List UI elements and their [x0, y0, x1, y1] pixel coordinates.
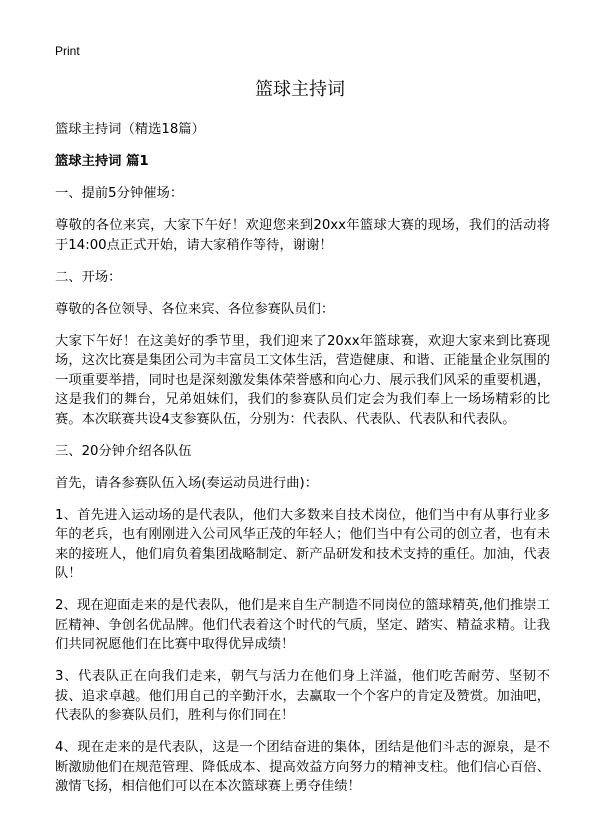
print-link[interactable]: Print: [55, 44, 80, 58]
paragraph-opening-heading: 二、开场：: [55, 269, 122, 285]
paragraph-pre-call: 一、提前5分钟催场：: [55, 186, 184, 201]
paragraph-team-4: 4、现在走来的是代表队，这是一个团结奋进的集体，团结是他们斗志的源泉，是不断激励他们在规范管理、降低成本、提高效益方向努力的精神支柱。他们信心百倍、激情飞扬，相信他们可以在本次篮球赛上勇夺佳绩！: [55, 740, 550, 794]
paragraph-opening-speech: 大家下午好！在这美好的季节里，我们迎来了20xx年篮球赛，欢迎大家来到比赛现场，这次比赛是集团公司为丰富员工文体生活，营造健康、和谐、正能量企业氛围的一项重要举措，同时也是深刻激发集体荣誉感和向心力、展示我们风采的重要机遇，这是我们的舞台，兄弟姐妹们，我们的参赛队员们定会为我们奉上一场场精彩的比赛。本次联赛共设4支参赛队伍，分别为：代表队、代表队、代表队和代表队。: [55, 333, 550, 427]
section-heading: 篮球主持词 篇1: [55, 154, 149, 169]
document-body: [55, 120, 550, 809]
paragraph-teams-entrance: 首先，请各参赛队伍入场(奏运动员进行曲)：: [55, 475, 319, 491]
paragraph-team-1: 1、首先进入运动场的是代表队，他们大多数来自技术岗位，他们当中有从事行业多年的老兵，也有刚刚进入公司风华正茂的年轻人；他们当中有公司的创立者，也有未来的接班人，他们肩负着集团战略制定、新产品研发和技术支持的重任。加油，代表队！: [55, 507, 550, 581]
paragraph-team-3: 3、代表队正在向我们走来，朝气与活力在他们身上洋溢，他们吃苦耐劳、坚韧不拔、追求卓越。他们用自己的辛勤汗水，去赢取一个个客户的肯定及赞赏。加油吧，代表队的参赛队员们，胜利与你们同在！: [55, 669, 550, 723]
paragraph-welcome: 尊敬的各位来宾，大家下午好！欢迎您来到20xx年篮球大赛的现场，我们的活动将于14:00点正式开始，请大家稍作等待，谢谢！: [55, 218, 550, 253]
subtitle: 篮球主持词（精选18篇）: [55, 122, 205, 137]
paragraph-team-2: 2、现在迎面走来的是代表队，他们是来自生产制造不同岗位的篮球精英,他们推崇工匠精神、争创名优品牌。他们代表着这个时代的气质，坚定、踏实、精益求精。让我们共同祝愿他们在比赛中取得优异成绩！: [55, 598, 550, 652]
paragraph-teams-heading: 三、20分钟介绍各队伍: [55, 443, 192, 459]
page-title: 篮球主持词: [255, 79, 345, 100]
paragraph-salutation: 尊敬的各位领导、各位来宾、各位参赛队员们：: [55, 301, 335, 317]
